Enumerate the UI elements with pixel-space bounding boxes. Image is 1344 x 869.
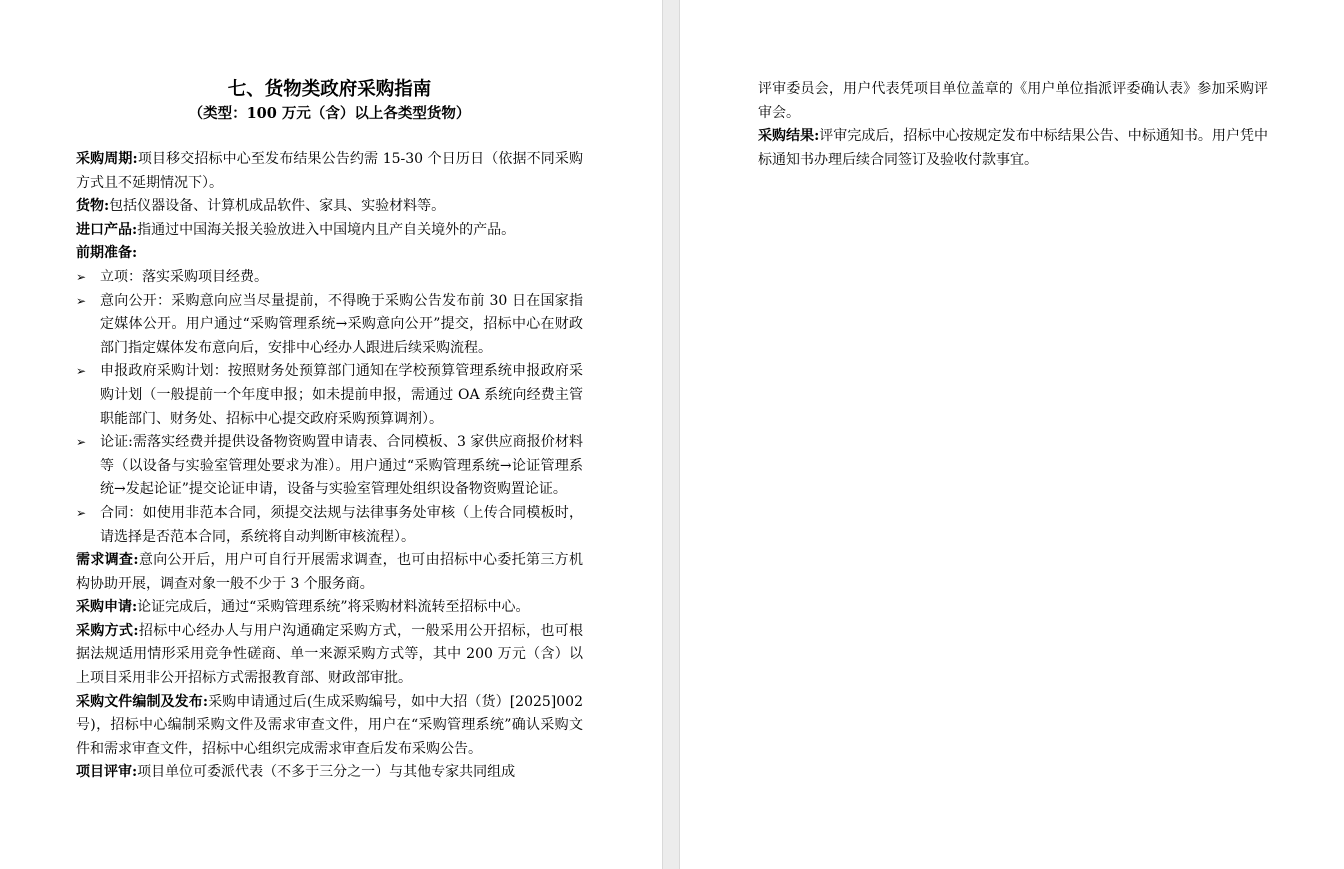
- section-label: 采购方式:: [76, 622, 139, 639]
- list-item-text: 论证:需落实经费并提供设备物资购置申请表、合同模板、3 家供应商报价材料等（以设备与实验室管理处要求为准）。用户通过“采购管理系统→论证管理系统→发起论证”提交论证申请，设备与实验室管理处组织设备物资购置论证。: [100, 434, 583, 498]
- list-item: [76, 431, 583, 502]
- section-label: 采购申请:: [76, 599, 138, 616]
- section-label: 采购文件编制及发布:: [76, 693, 209, 710]
- result-paragraph: [758, 125, 1268, 172]
- section-text: 评审完成后，招标中心按规定发布中标结果公告、中标通知书。用户凭中标通知书办理后续合同签订及验收付款事宜。: [758, 128, 1268, 168]
- arrowhead-bullet-icon: ➢: [76, 364, 87, 379]
- arrowhead-bullet-icon: ➢: [76, 293, 87, 308]
- list-item-text: 立项：落实采购项目经费。: [100, 268, 268, 285]
- section-text: 指通过中国海关报关验放进入中国境内且产自关境外的产品。: [137, 221, 516, 238]
- import-paragraph: [76, 219, 583, 243]
- preparation-list: [76, 266, 583, 549]
- section-label: 前期准备:: [76, 245, 138, 262]
- page-gutter: [662, 0, 680, 869]
- right-column: [758, 78, 1268, 172]
- section-text: 意向公开后，用户可自行开展需求调查，也可由招标中心委托第三方机构协助开展，调查对象一般不少于 3 个服务商。: [76, 552, 584, 592]
- list-item: [76, 360, 583, 431]
- cycle-paragraph: [76, 148, 583, 195]
- section-label: 项目评审:: [76, 764, 138, 781]
- list-item: [76, 266, 583, 290]
- section-label: 货物:: [76, 198, 110, 215]
- section-text: 项目移交招标中心至发布结果公告约需 15-30 个日历日（依据不同采购方式且不延期情况下）。: [76, 151, 584, 191]
- list-item-text: 合同：如使用非范本合同，须提交法规与法律事务处审核（上传合同模板时，请选择是否范本合同，系统将自动判断审核流程）。: [100, 504, 583, 545]
- section-text: 招标中心经办人与用户沟通确定采购方式，一般采用公开招标，也可根据法规适用情形采用竞争性磋商、单一来源采购方式等，其中 200 万元（含）以上项目采用非公开招标方式需报教育部、财政部审批。: [76, 622, 584, 687]
- section-text: 采购申请通过后(生成采购编号，如中大招（货）[2025]002 号)，招标中心编制采购文件及需求审查文件，用户在“采购管理系统”确认采购文件和需求审查文件，招标中心组织完成需求审查后发布采购公告。: [76, 693, 583, 757]
- arrowhead-bullet-icon: ➢: [76, 435, 87, 450]
- left-column: [76, 77, 583, 785]
- section-label: 采购结果:: [758, 128, 820, 145]
- preparation-heading: [76, 242, 583, 266]
- review-paragraph: [76, 761, 583, 785]
- method-paragraph: [76, 620, 583, 691]
- section-label: 需求调查:: [76, 552, 139, 569]
- list-item-text: 意向公开：采购意向应当尽量提前，不得晚于采购公告发布前 30 日在国家指定媒体公开。用户通过“采购管理系统→采购意向公开”提交，招标中心在财政部门指定媒体发布意向后，安排中心经办人跟进后续采购流程。: [100, 292, 583, 356]
- goods-paragraph: [76, 195, 583, 219]
- application-paragraph: [76, 596, 583, 620]
- section-label: 采购周期:: [76, 151, 138, 167]
- section-text: 项目单位可委派代表（不多于三分之一）与其他专家共同组成: [137, 764, 516, 781]
- arrowhead-bullet-icon: ➢: [76, 505, 87, 520]
- list-item-text: 申报政府采购计划：按照财务处预算部门通知在学校预算管理系统申报政府采购计划（一般提前一个年度申报；如未提前申报，需通过 OA 系统向经费主管职能部门、财务处、招标中心提交政府采购预算调剂）。: [100, 363, 583, 427]
- review-continuation: 评审委员会，用户代表凭项目单位盖章的《用户单位指派评委确认表》参加采购评审会。: [758, 81, 1268, 121]
- section-text: 论证完成后，通过“采购管理系统”将采购材料流转至招标中心。: [137, 599, 530, 616]
- arrowhead-bullet-icon: ➢: [76, 269, 87, 284]
- list-item: [76, 502, 583, 549]
- document-subtitle: （类型：100 万元（含）以上各类型货物）: [188, 105, 471, 122]
- documents-paragraph: [76, 691, 583, 762]
- document-title: 七、货物类政府采购指南: [227, 79, 432, 100]
- section-label: 进口产品:: [76, 221, 138, 238]
- section-text: 包括仪器设备、计算机成品软件、家具、实验材料等。: [109, 198, 446, 215]
- list-item: [76, 290, 583, 361]
- survey-paragraph: [76, 549, 583, 596]
